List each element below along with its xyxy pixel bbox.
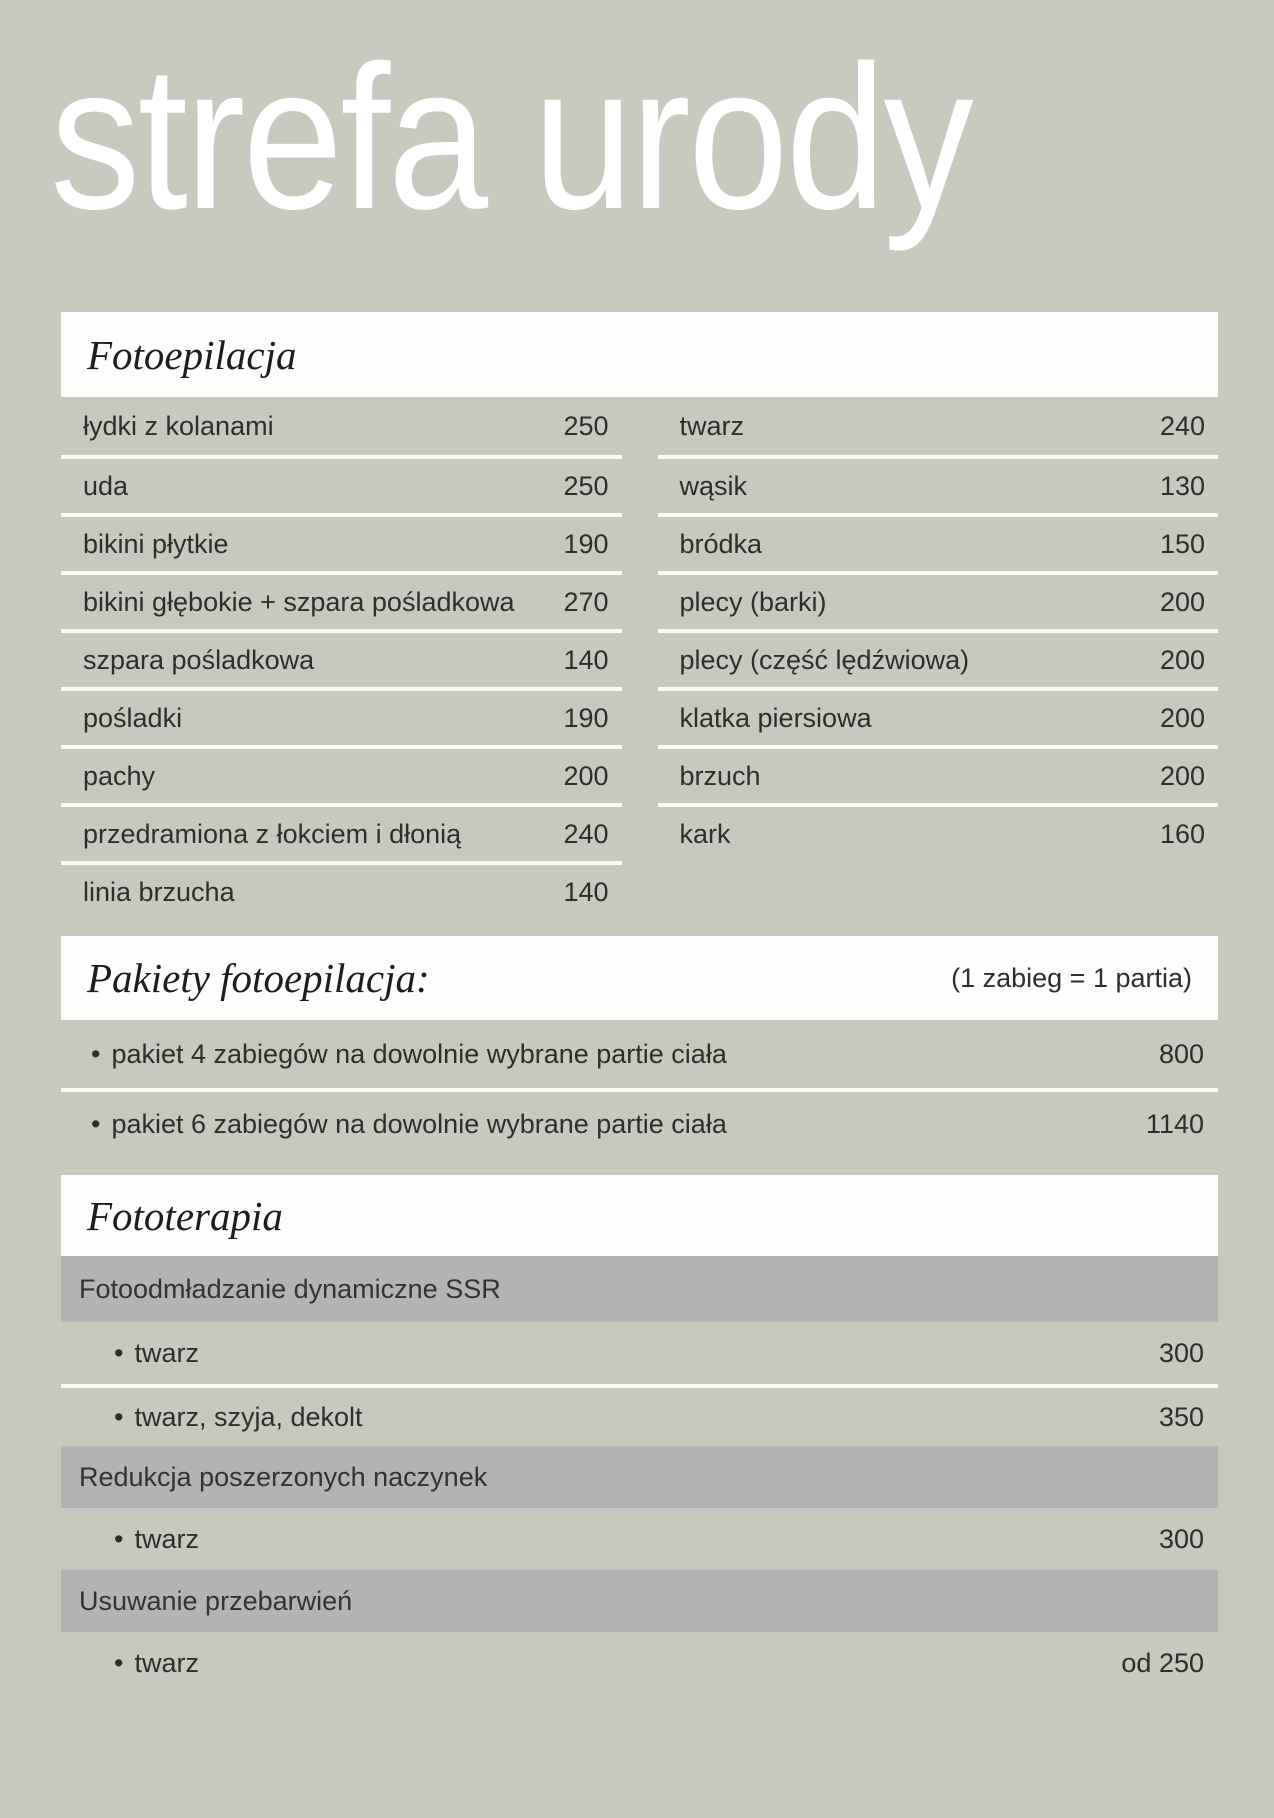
service-label: twarz <box>134 1523 199 1554</box>
service-price: 200 <box>1159 702 1205 733</box>
package-price: 800 <box>1158 1038 1204 1069</box>
service-label: linia brzucha <box>83 876 235 907</box>
service-label: wąsik <box>679 470 748 501</box>
package-label-wrap <box>91 1039 727 1070</box>
service-label: twarz <box>134 1337 199 1368</box>
table-row <box>658 571 1219 629</box>
group-bar-redukcja <box>61 1446 1218 1508</box>
table-row <box>61 513 622 571</box>
pakiety-note: (1 zabieg = 1 partia) <box>951 962 1192 993</box>
service-price: 300 <box>1158 1337 1204 1368</box>
service-price: 250 <box>563 410 609 441</box>
service-price: 190 <box>563 702 609 733</box>
fototerapia-heading: Fototerapia <box>87 1192 283 1239</box>
service-price: 270 <box>563 586 609 617</box>
fototerapia-heading-bar <box>61 1175 1218 1256</box>
table-row <box>61 1632 1218 1694</box>
bullet-icon: • <box>114 1401 124 1432</box>
fotoepilacja-heading: Fotoepilacja <box>87 331 297 378</box>
service-price: 130 <box>1159 470 1205 501</box>
group-label: Redukcja poszerzonych naczynek <box>79 1461 488 1492</box>
fotoepilacja-heading-bar <box>61 312 1218 397</box>
service-price: 140 <box>563 644 609 675</box>
service-label-wrap <box>114 1648 199 1679</box>
group-bar-fotoodmladzanie <box>61 1256 1218 1322</box>
fotoepilacja-right-column <box>658 397 1219 919</box>
service-label: plecy (barki) <box>679 586 827 617</box>
service-label: pośladki <box>83 702 183 733</box>
table-row <box>61 397 622 455</box>
group-bar-usuwanie <box>61 1570 1218 1632</box>
group-rows <box>61 1508 1218 1570</box>
service-price: 140 <box>563 876 609 907</box>
table-row <box>658 745 1219 803</box>
bullet-icon: • <box>114 1337 124 1368</box>
fotoepilacja-table <box>61 397 1218 919</box>
table-row <box>61 861 622 919</box>
bullet-icon: • <box>91 1108 101 1139</box>
service-label: łydki z kolanami <box>83 410 274 441</box>
group-rows <box>61 1322 1218 1446</box>
service-price: 200 <box>1159 644 1205 675</box>
table-row <box>658 687 1219 745</box>
group-label: Fotoodmładzanie dynamiczne SSR <box>79 1273 501 1304</box>
fotoepilacja-left-column <box>61 397 622 919</box>
table-row <box>658 513 1219 571</box>
page-title: strefa urody <box>50 23 972 252</box>
table-row <box>61 745 622 803</box>
service-price: 190 <box>563 528 609 559</box>
service-label: klatka piersiowa <box>679 702 872 733</box>
table-row <box>61 1508 1218 1570</box>
service-price: 240 <box>563 818 609 849</box>
service-label: bikini płytkie <box>83 528 229 559</box>
service-label: twarz, szyja, dekolt <box>134 1401 363 1432</box>
pakiety-rows <box>61 1020 1218 1156</box>
package-label: pakiet 4 zabiegów na dowolnie wybrane partie ciała <box>111 1038 727 1069</box>
service-label: bródka <box>679 528 763 559</box>
service-price: 200 <box>1159 586 1205 617</box>
package-price: 1140 <box>1145 1108 1204 1139</box>
service-price: 250 <box>563 470 609 501</box>
bullet-icon: • <box>114 1523 124 1554</box>
service-label: plecy (część lędźwiowa) <box>679 644 970 675</box>
pakiety-heading: Pakiety fotoepilacja: <box>87 955 430 1001</box>
content <box>61 312 1218 1694</box>
service-label-wrap <box>114 1338 199 1369</box>
service-price: 160 <box>1159 818 1205 849</box>
service-price: 240 <box>1159 410 1205 441</box>
table-row <box>61 803 622 861</box>
service-price: 200 <box>1159 760 1205 791</box>
service-label: twarz <box>134 1647 199 1678</box>
package-label-wrap <box>91 1109 727 1140</box>
service-price: od 250 <box>1121 1647 1204 1678</box>
service-label: szpara pośladkowa <box>83 644 315 675</box>
service-label-wrap <box>114 1524 199 1555</box>
service-label: przedramiona z łokciem i dłonią <box>83 818 462 849</box>
table-row <box>658 629 1219 687</box>
table-row <box>61 455 622 513</box>
table-row <box>61 1020 1218 1088</box>
table-row <box>61 571 622 629</box>
table-row <box>658 397 1219 455</box>
group-rows <box>61 1632 1218 1694</box>
service-price: 150 <box>1159 528 1205 559</box>
table-row <box>658 455 1219 513</box>
package-label: pakiet 6 zabiegów na dowolnie wybrane partie ciała <box>111 1108 727 1139</box>
group-label: Usuwanie przebarwień <box>79 1585 353 1616</box>
service-label: brzuch <box>679 760 761 791</box>
bullet-icon: • <box>114 1647 124 1678</box>
table-row <box>658 803 1219 861</box>
table-row <box>61 629 622 687</box>
service-price: 350 <box>1158 1401 1204 1432</box>
table-row <box>61 687 622 745</box>
table-row <box>61 1322 1218 1384</box>
table-row <box>61 1384 1218 1446</box>
table-row <box>61 1088 1218 1156</box>
service-label: uda <box>83 470 129 501</box>
service-label: twarz <box>679 410 745 441</box>
service-label-wrap <box>114 1402 363 1433</box>
service-label: pachy <box>83 760 156 791</box>
service-price: 200 <box>563 760 609 791</box>
bullet-icon: • <box>91 1038 101 1069</box>
pakiety-heading-bar <box>61 936 1218 1020</box>
service-label: bikini głębokie + szpara pośladkowa <box>83 586 515 617</box>
service-label: kark <box>679 818 731 849</box>
service-price: 300 <box>1158 1523 1204 1554</box>
